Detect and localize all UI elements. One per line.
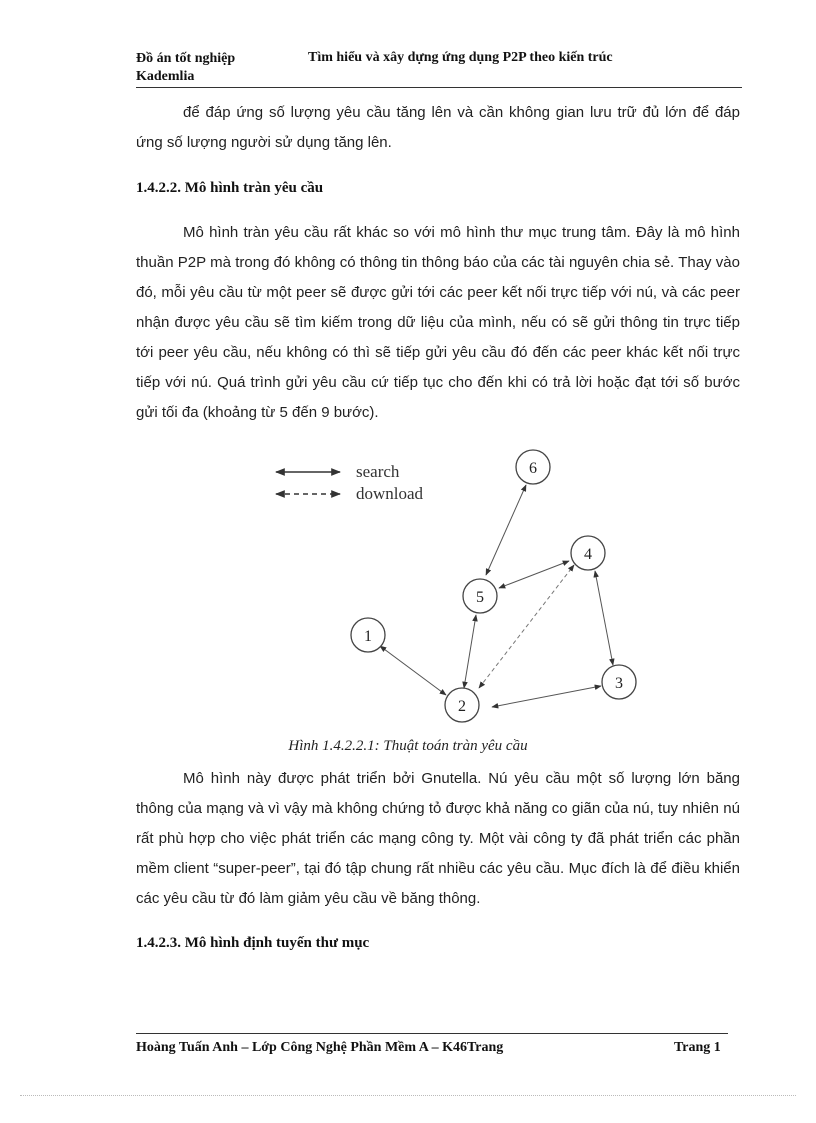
node-2-label: 2 [458, 698, 466, 715]
edge-1-2 [380, 646, 446, 695]
edge-5-6 [486, 485, 526, 575]
edge-5-4 [499, 561, 569, 588]
legend-download-label: download [356, 484, 424, 503]
header-title-line1: Đồ án tốt nghiệp [136, 51, 236, 66]
node-2 [445, 688, 479, 722]
paragraph-1: để đáp ứng số lượng yêu cầu tăng lên và cần không gian lưu trữ đủ lớn để đáp ứng số lượng người sử dụng tăng lên. [136, 104, 740, 151]
node-1 [351, 618, 385, 652]
node-3-label: 3 [615, 675, 623, 692]
node-5-label: 5 [476, 589, 484, 606]
section-heading-1-4-2-2: 1.4.2.2. Mô hình tràn yêu cầu [136, 180, 324, 196]
header-title-right: Tìm hiểu và xây dựng ứng dụng P2P theo kiến trúc [308, 50, 613, 65]
node-6 [516, 450, 550, 484]
footer-page-number: Trang 1 [674, 1040, 721, 1055]
edge-2-4-download [479, 565, 574, 688]
node-4-label: 4 [584, 546, 592, 563]
node-4 [571, 536, 605, 570]
footer-rule [136, 1033, 728, 1034]
flooding-diagram-svg [262, 445, 642, 725]
section-heading-1-4-2-3: 1.4.2.3. Mô hình định tuyến thư mục [136, 935, 370, 951]
paragraph-3: Mô hình này được phát triển bởi Gnutella. Nú yêu cầu một số lượng lớn băng thông của mạng và vì vậy mà không chứng tỏ được khả năng co giãn của nú, tuy nhiên nú rất phù hợp cho việc phát triển các mạng công ty. Một vài công ty đã phát triển các phần mềm client “super-peer”, tại đó tập chung rất nhiều các yêu cầu. Mục đích là để điều khiển các yêu cầu từ đó làm giảm yêu cầu về băng thông. [136, 770, 740, 907]
node-1-label: 1 [364, 628, 372, 645]
page-edge-divider [20, 1095, 796, 1096]
flooding-diagram [262, 445, 642, 725]
paragraph-2: Mô hình tràn yêu cầu rất khác so với mô hình thư mục trung tâm. Đây là mô hình thuần P2P mà trong đó không có thông tin thông báo của các tài nguyên chia sẻ. Thay vào đó, mỗi yêu cầu từ một peer sẽ được gửi tới các peer kết nối trực tiếp với nú, và các peer nhận được yêu cầu sẽ tìm kiếm trong dữ liệu của mình, nếu có sẽ gửi thông tin trực tiếp tới peer yêu cầu, nếu không có thì sẽ tiếp gửi yêu cầu đó đến các peer khác kết nối trực tiếp với nú. Quá trình gửi yêu cầu cứ tiếp tục cho đến khi có trả lời hoặc đạt tới số bước gửi tối đa (khoảng từ 5 đến 9 bước). [136, 224, 740, 421]
edge-4-3 [595, 571, 613, 665]
edge-2-5 [464, 615, 476, 688]
node-5 [463, 579, 497, 613]
figure-caption: Hình 1.4.2.2.1: Thuật toán tràn yêu cầu [288, 738, 528, 754]
legend-search-label: search [356, 462, 400, 481]
node-6-label: 6 [529, 460, 537, 477]
header-title-left [136, 50, 235, 86]
header-title-line2: Kademlia [136, 69, 195, 84]
node-3 [602, 665, 636, 699]
edge-2-3 [492, 686, 601, 707]
header-rule [136, 87, 742, 88]
footer-author: Hoàng Tuấn Anh – Lớp Công Nghệ Phần Mềm A – K46Trang [136, 1040, 504, 1055]
